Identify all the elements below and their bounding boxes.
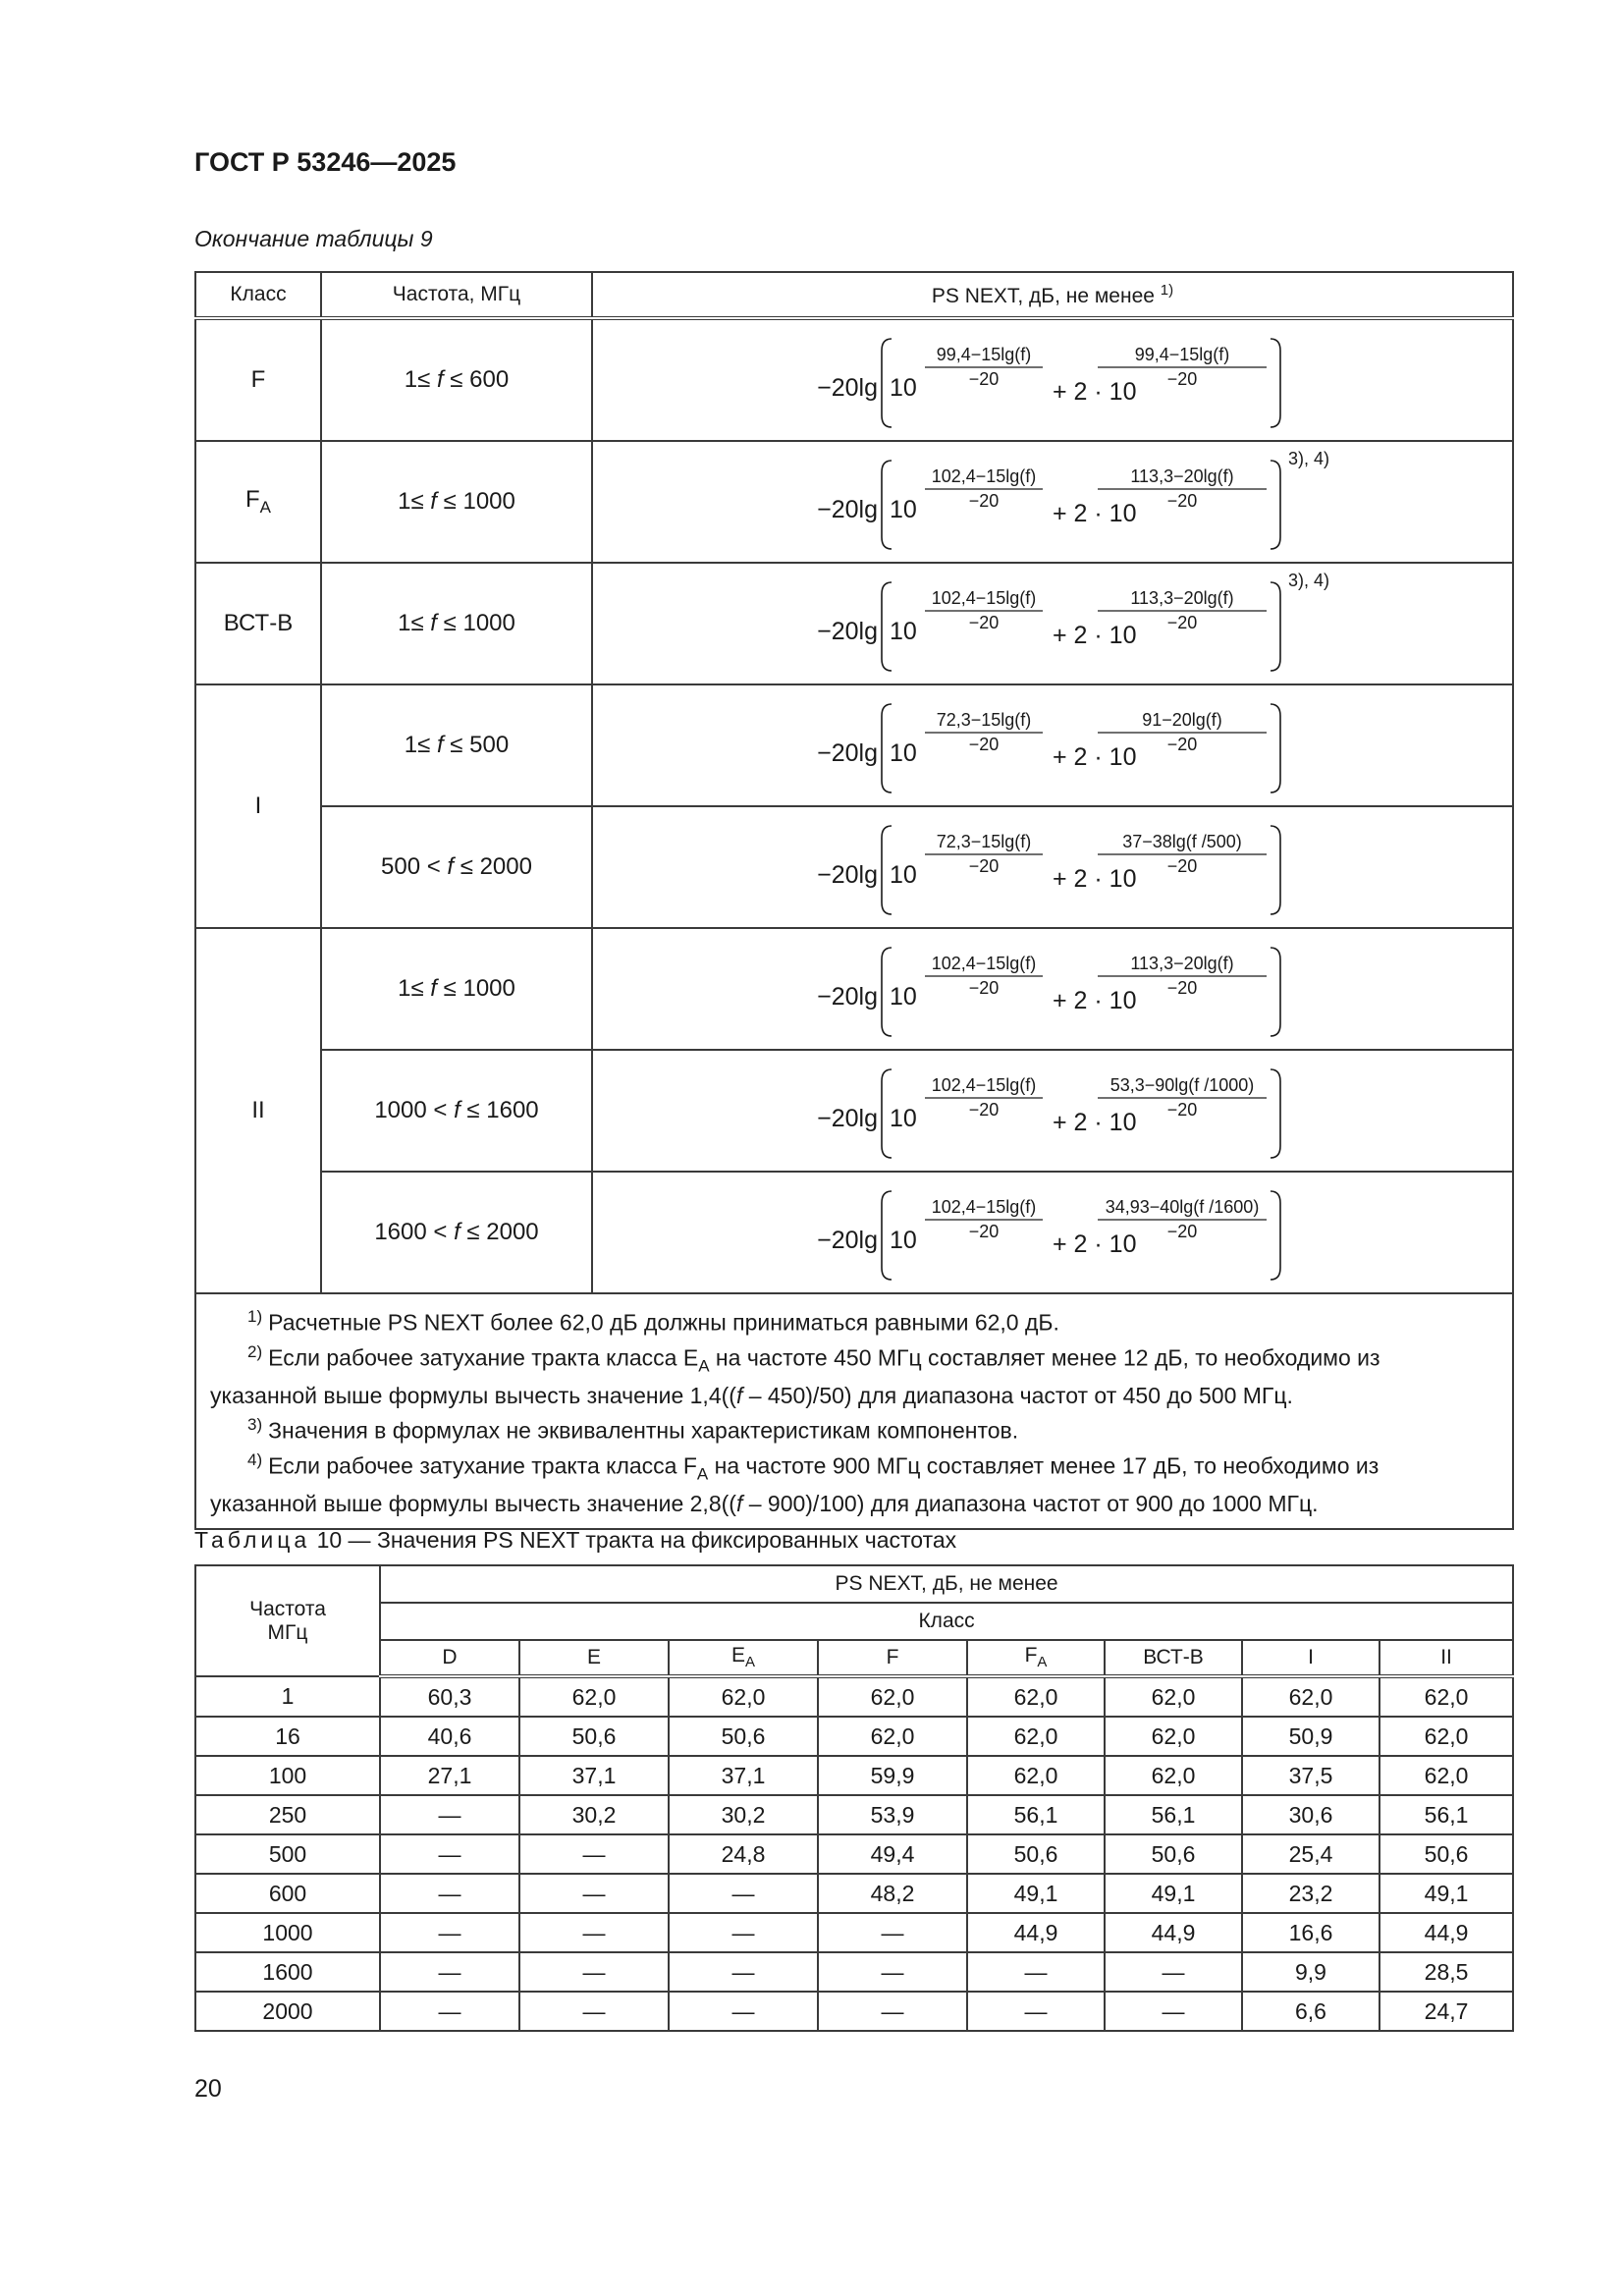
frequency-cell: 1≤ f ≤ 500 (321, 684, 592, 806)
formula-notes: 3), 4) (1288, 571, 1330, 590)
value-cell: 62,0 (818, 1717, 967, 1756)
formula-plus-two-ten: + 2 · 10 (1053, 622, 1137, 649)
note-line: указанной выше формулы вычесть значение 2,8((f – 900)/100) для диапазона частот от 900 до 1000 МГц. (210, 1490, 1319, 1516)
value-cell: 44,9 (967, 1913, 1105, 1952)
formula-plus-two-ten: + 2 · 10 (1053, 500, 1137, 527)
formula-prefix: −20lg (817, 739, 878, 767)
note-line: указанной выше формулы вычесть значение 1,4((f – 450)/50) для диапазона частот от 450 до 500 МГц. (210, 1382, 1293, 1408)
value-cell: 50,6 (1105, 1834, 1242, 1874)
frequency-cell: 1 (195, 1676, 380, 1717)
value-cell: — (519, 1874, 669, 1913)
value-cell: 62,0 (1105, 1756, 1242, 1795)
value-cell: 30,2 (669, 1795, 818, 1834)
t10-freq-header: Частота МГц (195, 1565, 380, 1676)
formula-denominator-2: −20 (1166, 978, 1198, 998)
formula-numerator-1: 102,4−15lg(f) (931, 1075, 1037, 1095)
formula-numerator-2: 53,3−90lg(f /1000) (1109, 1075, 1255, 1095)
value-cell: 49,4 (818, 1834, 967, 1874)
formula-cell (592, 1050, 1513, 1172)
table-row (195, 1676, 1513, 1717)
value-cell: — (967, 1992, 1105, 2031)
frequency-cell: 250 (195, 1795, 380, 1834)
value-cell: 56,1 (967, 1795, 1105, 1834)
formula-prefix: −20lg (817, 861, 878, 889)
value-cell: — (669, 1952, 818, 1992)
formula-numerator-1: 102,4−15lg(f) (931, 1197, 1037, 1217)
value-cell: 50,6 (519, 1717, 669, 1756)
table-row (195, 1952, 1513, 1992)
note-line: $^{1)}$ Расчетные PS NEXT более 62,0 дБ должны приниматься равными 62,0 дБ. (247, 1307, 1059, 1336)
formula-base-1: 10 (890, 983, 917, 1011)
value-cell: — (1105, 1952, 1242, 1992)
note-line: $^{3)}$ Значения в формулах не эквивалентны характеристикам компонентов. (247, 1414, 1019, 1444)
formula-cell (592, 441, 1513, 563)
table-row (195, 928, 1513, 1050)
value-cell: 6,6 (1242, 1992, 1380, 2031)
formula-numerator-1: 102,4−15lg(f) (931, 588, 1037, 608)
value-cell: 62,0 (1242, 1676, 1380, 1717)
formula-denominator-1: −20 (968, 1100, 1000, 1120)
value-cell: 62,0 (1380, 1756, 1513, 1795)
psnext-formula (593, 686, 1512, 804)
formula-cell (592, 684, 1513, 806)
table-row (195, 1756, 1513, 1795)
table-10 (194, 1564, 1514, 2032)
value-cell: 56,1 (1380, 1795, 1513, 1834)
formula-denominator-1: −20 (968, 613, 1000, 632)
formula-numerator-2: 34,93−40lg(f /1600) (1105, 1197, 1260, 1217)
value-cell: — (380, 1992, 519, 2031)
formula-numerator-2: 113,3−20lg(f) (1130, 466, 1234, 486)
table9-continuation-caption: Окончание таблицы 9 (194, 226, 433, 251)
formula-numerator-2: 37−38lg(f /500) (1122, 832, 1242, 851)
frequency-cell: 100 (195, 1756, 380, 1795)
formula-plus-two-ten: + 2 · 10 (1053, 378, 1137, 406)
class-header-cell: ВСТ-В (1105, 1640, 1242, 1676)
table-row (195, 1172, 1513, 1293)
frequency-cell: 1≤ f ≤ 1000 (321, 928, 592, 1050)
value-cell: 62,0 (818, 1676, 967, 1717)
value-cell: 50,9 (1242, 1717, 1380, 1756)
table-row (195, 1992, 1513, 2031)
formula-denominator-2: −20 (1166, 1222, 1198, 1241)
col-header-frequency: Частота, МГц (321, 272, 592, 318)
value-cell: 16,6 (1242, 1913, 1380, 1952)
value-cell: — (380, 1874, 519, 1913)
value-cell: — (669, 1992, 818, 2031)
value-cell: 62,0 (669, 1676, 818, 1717)
formula-numerator-1: 99,4−15lg(f) (936, 345, 1032, 364)
formula-base-1: 10 (890, 861, 917, 889)
class-header-cell: $F_A$ (967, 1640, 1105, 1676)
formula-cell (592, 806, 1513, 928)
note-line: $^{2)}$ Если рабочее затухание тракта класса $E_A$ на частоте 450 МГц составляет менее 12 дБ, то необходимо из (247, 1341, 1380, 1375)
formula-base-1: 10 (890, 739, 917, 767)
table-row (195, 684, 1513, 806)
note-line: $^{4)}$ Если рабочее затухание тракта класса $F_A$ на частоте 900 МГц составляет менее 17 дБ, то необходимо из (247, 1449, 1380, 1483)
value-cell: — (1105, 1992, 1242, 2031)
value-cell: 50,6 (669, 1717, 818, 1756)
formula-numerator-2: 99,4−15lg(f) (1134, 345, 1230, 364)
value-cell: 49,1 (967, 1874, 1105, 1913)
table-row (195, 318, 1513, 441)
psnext-formula (593, 443, 1512, 561)
table-row (195, 1834, 1513, 1874)
formula-base-1: 10 (890, 1227, 917, 1254)
document-header: ГОСТ Р 53246—2025 (194, 147, 457, 177)
value-cell: 37,1 (669, 1756, 818, 1795)
value-cell: 48,2 (818, 1874, 967, 1913)
class-header-cell: F (818, 1640, 967, 1676)
frequency-cell: 1≤ f ≤ 1000 (321, 441, 592, 563)
value-cell: 53,9 (818, 1795, 967, 1834)
frequency-cell: 1000 < f ≤ 1600 (321, 1050, 592, 1172)
value-cell: 50,6 (967, 1834, 1105, 1874)
class-cell: ВСТ-В (195, 563, 321, 684)
formula-base-1: 10 (890, 374, 917, 402)
value-cell: — (818, 1992, 967, 2031)
notes-row (195, 1293, 1513, 1529)
class-header-cell: E (519, 1640, 669, 1676)
value-cell: 50,6 (1380, 1834, 1513, 1874)
value-cell: 44,9 (1380, 1913, 1513, 1952)
formula-cell (592, 1172, 1513, 1293)
formula-base-1: 10 (890, 618, 917, 645)
value-cell: — (519, 1952, 669, 1992)
col-header-class: Класс (195, 272, 321, 318)
formula-cell (592, 318, 1513, 441)
value-cell: 27,1 (380, 1756, 519, 1795)
table-row (195, 563, 1513, 684)
value-cell: 30,2 (519, 1795, 669, 1834)
value-cell: 56,1 (1105, 1795, 1242, 1834)
value-cell: — (380, 1952, 519, 1992)
value-cell: 49,1 (1380, 1874, 1513, 1913)
value-cell: 62,0 (967, 1756, 1105, 1795)
formula-prefix: −20lg (817, 496, 878, 523)
psnext-formula (593, 321, 1512, 439)
table-row (195, 1913, 1513, 1952)
formula-plus-two-ten: + 2 · 10 (1053, 743, 1137, 771)
formula-numerator-2: 113,3−20lg(f) (1130, 954, 1234, 973)
value-cell: 49,1 (1105, 1874, 1242, 1913)
class-header-cell: II (1380, 1640, 1513, 1676)
formula-denominator-1: −20 (968, 1222, 1000, 1241)
frequency-cell: 16 (195, 1717, 380, 1756)
formula-prefix: −20lg (817, 983, 878, 1011)
formula-cell (592, 563, 1513, 684)
value-cell: 44,9 (1105, 1913, 1242, 1952)
class-cell: I (195, 684, 321, 928)
formula-denominator-1: −20 (968, 978, 1000, 998)
t10-psnext-header: PS NEXT, дБ, не менее (380, 1565, 1513, 1603)
formula-plus-two-ten: + 2 · 10 (1053, 1230, 1137, 1258)
value-cell: — (380, 1795, 519, 1834)
formula-numerator-1: 72,3−15lg(f) (936, 832, 1032, 851)
formula-numerator-2: 113,3−20lg(f) (1130, 588, 1234, 608)
formula-prefix: −20lg (817, 618, 878, 645)
col-header-psnext: PS NEXT, дБ, не менее $^{1)}$ (592, 272, 1513, 318)
value-cell: 62,0 (1380, 1676, 1513, 1717)
formula-base-1: 10 (890, 1105, 917, 1132)
table9-notes (195, 1293, 1513, 1529)
value-cell: — (669, 1874, 818, 1913)
formula-denominator-2: −20 (1166, 613, 1198, 632)
psnext-formula (593, 1052, 1512, 1170)
value-cell: 28,5 (1380, 1952, 1513, 1992)
value-cell: 37,5 (1242, 1756, 1380, 1795)
formula-denominator-2: −20 (1166, 491, 1198, 511)
formula-denominator-2: −20 (1166, 735, 1198, 754)
value-cell: 23,2 (1242, 1874, 1380, 1913)
formula-denominator-1: −20 (968, 856, 1000, 876)
formula-cell (592, 928, 1513, 1050)
value-cell: 59,9 (818, 1756, 967, 1795)
value-cell: — (519, 1913, 669, 1952)
formula-denominator-2: −20 (1166, 369, 1198, 389)
class-header-cell: $E_A$ (669, 1640, 818, 1676)
value-cell: 62,0 (967, 1717, 1105, 1756)
value-cell: — (669, 1913, 818, 1952)
table-row (195, 806, 1513, 928)
class-header-cell: I (1242, 1640, 1380, 1676)
class-header-cell: D (380, 1640, 519, 1676)
page-number: 20 (194, 2075, 222, 2103)
formula-numerator-1: 72,3−15lg(f) (936, 710, 1032, 730)
table10-caption: Таблица 10 — Значения PS NEXT тракта на фиксированных частотах (194, 1527, 957, 1553)
frequency-cell: 500 (195, 1834, 380, 1874)
frequency-cell: 1600 (195, 1952, 380, 1992)
table-9 (194, 271, 1514, 1530)
formula-denominator-1: −20 (968, 735, 1000, 754)
value-cell: 40,6 (380, 1717, 519, 1756)
value-cell: — (380, 1913, 519, 1952)
frequency-cell: 2000 (195, 1992, 380, 2031)
formula-denominator-1: −20 (968, 369, 1000, 389)
psnext-formula (593, 565, 1512, 683)
value-cell: 24,7 (1380, 1992, 1513, 2031)
value-cell: 62,0 (1380, 1717, 1513, 1756)
value-cell: 62,0 (967, 1676, 1105, 1717)
frequency-cell: 1000 (195, 1913, 380, 1952)
value-cell: 62,0 (1105, 1717, 1242, 1756)
value-cell: 24,8 (669, 1834, 818, 1874)
formula-denominator-1: −20 (968, 491, 1000, 511)
table-row (195, 441, 1513, 563)
class-cell: II (195, 928, 321, 1293)
table-row (195, 1050, 1513, 1172)
psnext-formula (593, 930, 1512, 1048)
formula-numerator-1: 102,4−15lg(f) (931, 466, 1037, 486)
formula-plus-two-ten: + 2 · 10 (1053, 1109, 1137, 1136)
value-cell: — (380, 1834, 519, 1874)
value-cell: — (519, 1992, 669, 2031)
value-cell: 60,3 (380, 1676, 519, 1717)
formula-notes: 3), 4) (1288, 449, 1330, 468)
formula-prefix: −20lg (817, 1227, 878, 1254)
frequency-cell: 1≤ f ≤ 600 (321, 318, 592, 441)
value-cell: 30,6 (1242, 1795, 1380, 1834)
value-cell: — (967, 1952, 1105, 1992)
t10-class-header: Класс (380, 1603, 1513, 1640)
table-row (195, 1874, 1513, 1913)
value-cell: 62,0 (519, 1676, 669, 1717)
formula-numerator-2: 91−20lg(f) (1142, 710, 1222, 730)
value-cell: — (818, 1952, 967, 1992)
formula-plus-two-ten: + 2 · 10 (1053, 987, 1137, 1014)
formula-prefix: −20lg (817, 374, 878, 402)
class-cell: F (195, 318, 321, 441)
frequency-cell: 600 (195, 1874, 380, 1913)
psnext-formula (593, 808, 1512, 926)
frequency-cell: 1≤ f ≤ 1000 (321, 563, 592, 684)
formula-plus-two-ten: + 2 · 10 (1053, 865, 1137, 893)
formula-prefix: −20lg (817, 1105, 878, 1132)
value-cell: — (818, 1913, 967, 1952)
formula-base-1: 10 (890, 496, 917, 523)
value-cell: — (519, 1834, 669, 1874)
value-cell: 25,4 (1242, 1834, 1380, 1874)
formula-denominator-2: −20 (1166, 1100, 1198, 1120)
formula-numerator-1: 102,4−15lg(f) (931, 954, 1037, 973)
class-cell: $F_A$ (195, 441, 321, 563)
value-cell: 9,9 (1242, 1952, 1380, 1992)
psnext-formula (593, 1174, 1512, 1291)
table-row (195, 1717, 1513, 1756)
table-row (195, 1795, 1513, 1834)
formula-denominator-2: −20 (1166, 856, 1198, 876)
value-cell: 62,0 (1105, 1676, 1242, 1717)
frequency-cell: 1600 < f ≤ 2000 (321, 1172, 592, 1293)
value-cell: 37,1 (519, 1756, 669, 1795)
frequency-cell: 500 < f ≤ 2000 (321, 806, 592, 928)
